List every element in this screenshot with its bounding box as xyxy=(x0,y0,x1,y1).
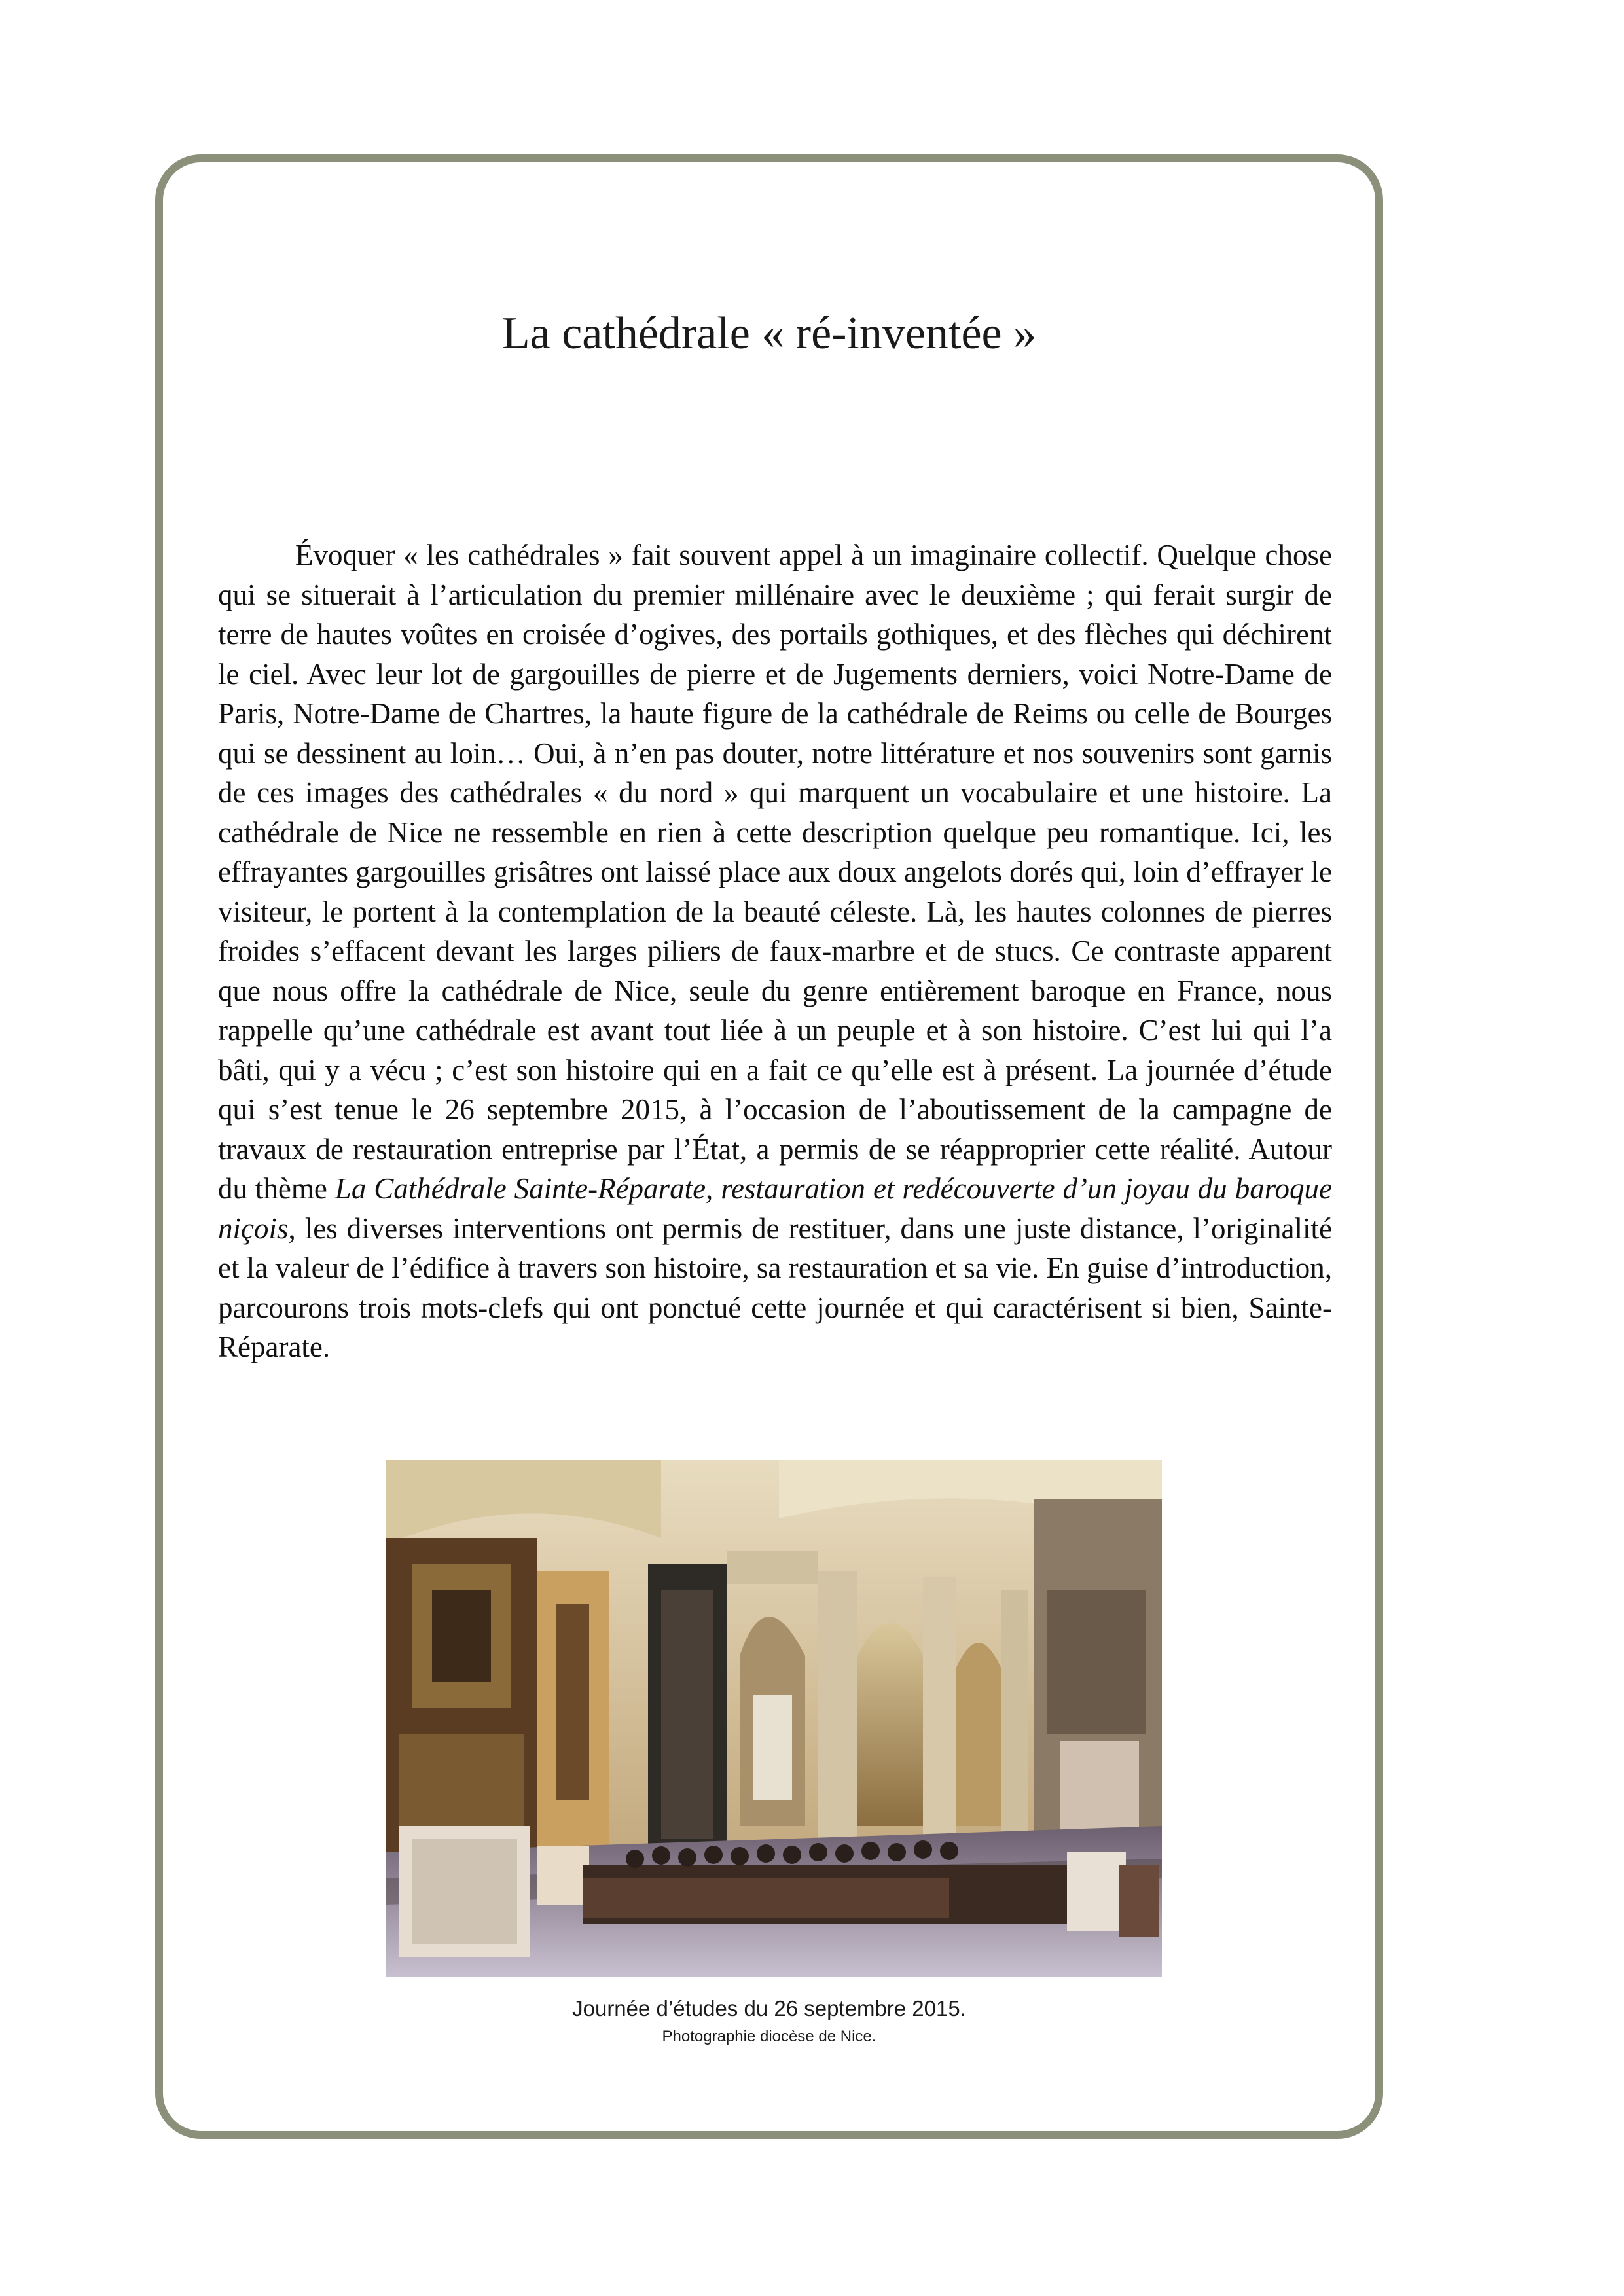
cathedral-interior-photo xyxy=(386,1460,1162,1977)
figure-credit: Photographie diocèse de Nice. xyxy=(662,2028,876,2045)
paragraph-text-1: Évoquer « les cathédrales » fait souvent appel à un imaginaire collectif. Quelque chose qui se situerait à l’articulation du premier millénaire avec le deuxième ; qui ferait surgir de terre de hautes voûtes en croisée d’ogives, des portails gothiques, et des flèches qui déchirent le ciel. Avec leur lot de gargouilles de pierre et de Jugements derniers, voici Notre-Dame de Paris, Notre-Dame de Chartres, la haute figure de la cathédrale de Reims ou celle de Bourges qui se dessinent au loin… Oui, à n’en pas douter, notre littérature et nos souvenirs sont garnis de ces images des cathédrales « du nord » qui marquent un vocabulaire et une histoire. La cathédrale de Nice ne ressemble en rien à cette description quelque peu romantique. Ici, les effrayantes gargouilles grisâtres ont laissé place aux doux angelots dorés qui, loin d’effrayer le visiteur, le portent à la contemplation de la beauté céleste. Là, les hautes colonnes de pierres froides s’effacent devant les larges piliers de faux-marbre et de stucs. Ce contraste apparent que nous offre la cathédrale de Nice, seule du genre entièrement baroque en France, nous rappelle qu’une cathédrale est avant tout liée à un peuple et à son histoire. C’est lui qui l’a bâti, qui y a vécu ; c’est son histoire qui en a fait ce qu’elle est à présent. La journée d’étude qui s’est tenue le 26 septembre 2015, à l’occasion de l’aboutissement de la campagne de travaux de restauration entreprise par l’État, a permis de se réapproprier cette réalité. Autour du thème xyxy=(218,539,1332,1205)
page-title: La cathédrale « ré-inventée » xyxy=(501,308,1037,359)
body-paragraph xyxy=(218,535,1332,1367)
figure-caption: Journée d’études du 26 septembre 2015. xyxy=(572,1996,966,2020)
paragraph-italic-theme: La Cathédrale Sainte-Réparate, restauration et redécouverte d’un joyau du baroque niçois xyxy=(218,1172,1333,1245)
paragraph-text-2: , les diverses interventions ont permis de restituer, dans une juste distance, l’originalité et la valeur de l’édifice à travers son histoire, sa restauration et sa vie. En guise d’introduction, parcourons trois mots-clefs qui ont ponctué cette journée et qui caractérisent si bien, Sainte-Réparate. xyxy=(218,1211,1332,1363)
